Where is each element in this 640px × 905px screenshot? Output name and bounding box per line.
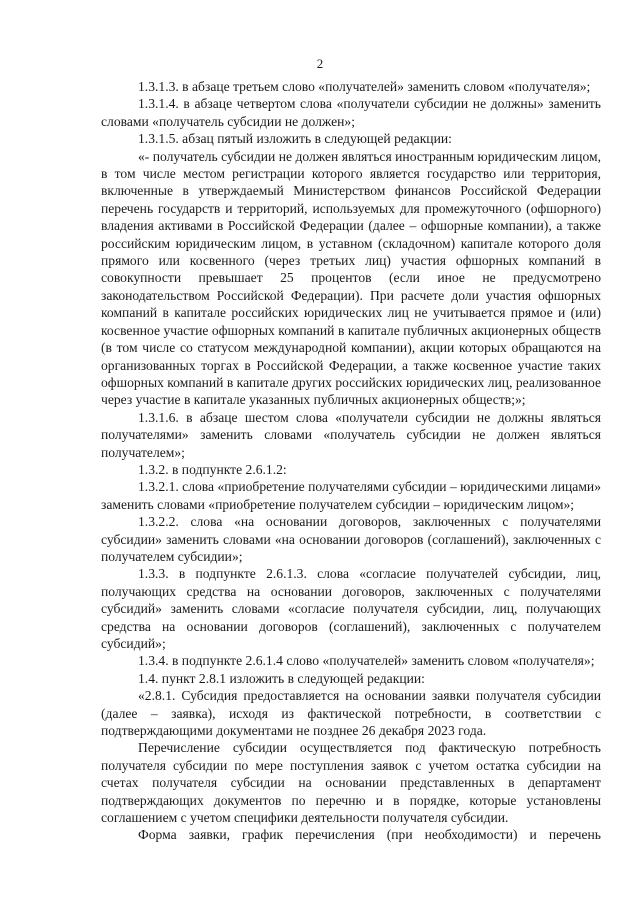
paragraph-quoted-abzac-5: «- получатель субсидии не должен являться иностранным юридическим лицом, в том числе местом регистрации которого является государство или территория, включенные в утверждаемый Министерством финансов Российской Федерации перечень государств и территорий, используемых для промежуточного (офшорного) владения активами в Российской Федерации (далее – офшорные компании), а также российским юридическим лицом, в уставном (складочном) капитале которого доля прямого или косвенного (через третьих лиц) участия офшорных компаний в совокупности превышает 25 процентов (если иное не предусмотрено законодательством Российской Федерации). При расчете доли участия офшорных компаний в капитале российских юридических лиц не учитывается прямое и (или) косвенное участие офшорных компаний в капитале публичных акционерных обществ (в том числе со статусом международной компании), акции которых обращаются на организованных торгах в Российской Федерации, а также косвенное участие таких офшорных компаний в капитале других российских юридических лиц, реализованное через участие в капитале указанных публичных акционерных обществ;»; <box>101 148 601 408</box>
paragraph-1-3-1-3: 1.3.1.3. в абзаце третьем слово «получателей» заменить словом «получателя»; <box>138 79 591 94</box>
paragraph-1-3-2: 1.3.2. в подпункте 2.6.1.2: <box>138 461 287 477</box>
paragraph-2-8-1: «2.8.1. Субсидия предоставляется на основании заявки получателя субсидии (далее – заявка), исходя из фактической потребности, в соответствии с подтверждающими документами не позднее 26 декабря 2023 года. <box>101 688 601 739</box>
paragraph-1-3-1-6: 1.3.1.6. в абзаце шестом слова «получатели субсидии не должны являться получателями» заменить словами «получатель субсидии не должен являться получателем»; <box>101 409 601 460</box>
paragraph-1-4: 1.4. пункт 2.8.1 изложить в следующей редакции: <box>138 670 425 686</box>
document-body <box>101 78 601 844</box>
paragraph-1-3-2-1: 1.3.2.1. слова «приобретение получателями субсидии – юридическими лицами» заменить словами «приобретение получателем субсидии – юридическим лицом»; <box>101 479 601 512</box>
paragraph-transfer: Перечисление субсидии осуществляется под фактическую потребность получателя субсидии по мере поступления заявок с учетом остатка субсидии на счетах получателя субсидии на основании представленных в департамент подтверждающих документов по перечню и в порядке, которые установлены соглашением с учетом специфики деятельности получателя субсидии. <box>101 740 601 826</box>
paragraph-1-3-3: 1.3.3. в подпункте 2.6.1.3. слова «согласие получателей субсидии, лиц, получающих средства на основании договоров, заключенных с получателями субсидий» заменить словами «согласие получателя субсидии, лиц, получающих средства на основании договоров (соглашений), заключенных с получателем субсидий»; <box>101 566 601 651</box>
paragraph-1-3-4: 1.3.4. в подпункте 2.6.1.4 слово «получателей» заменить словом «получателя»; <box>138 653 595 669</box>
paragraph-1-3-1-4: 1.3.1.4. в абзаце четвертом слова «получатели субсидии не должны» заменить словами «получатель субсидии не должен»; <box>101 96 601 129</box>
page-number: 2 <box>316 56 324 71</box>
paragraph-1-3-2-2: 1.3.2.2. слова «на основании договоров, заключенных с получателями субсидии» заменить словами «на основании договоров (соглашений), заключенных с получателем субсидии»; <box>101 514 601 564</box>
paragraph-form-of-request: Форма заявки, график перечисления (при необходимости) и перечень <box>138 827 601 843</box>
paragraph-1-3-1-5: 1.3.1.5. абзац пятый изложить в следующей редакции: <box>138 131 452 147</box>
